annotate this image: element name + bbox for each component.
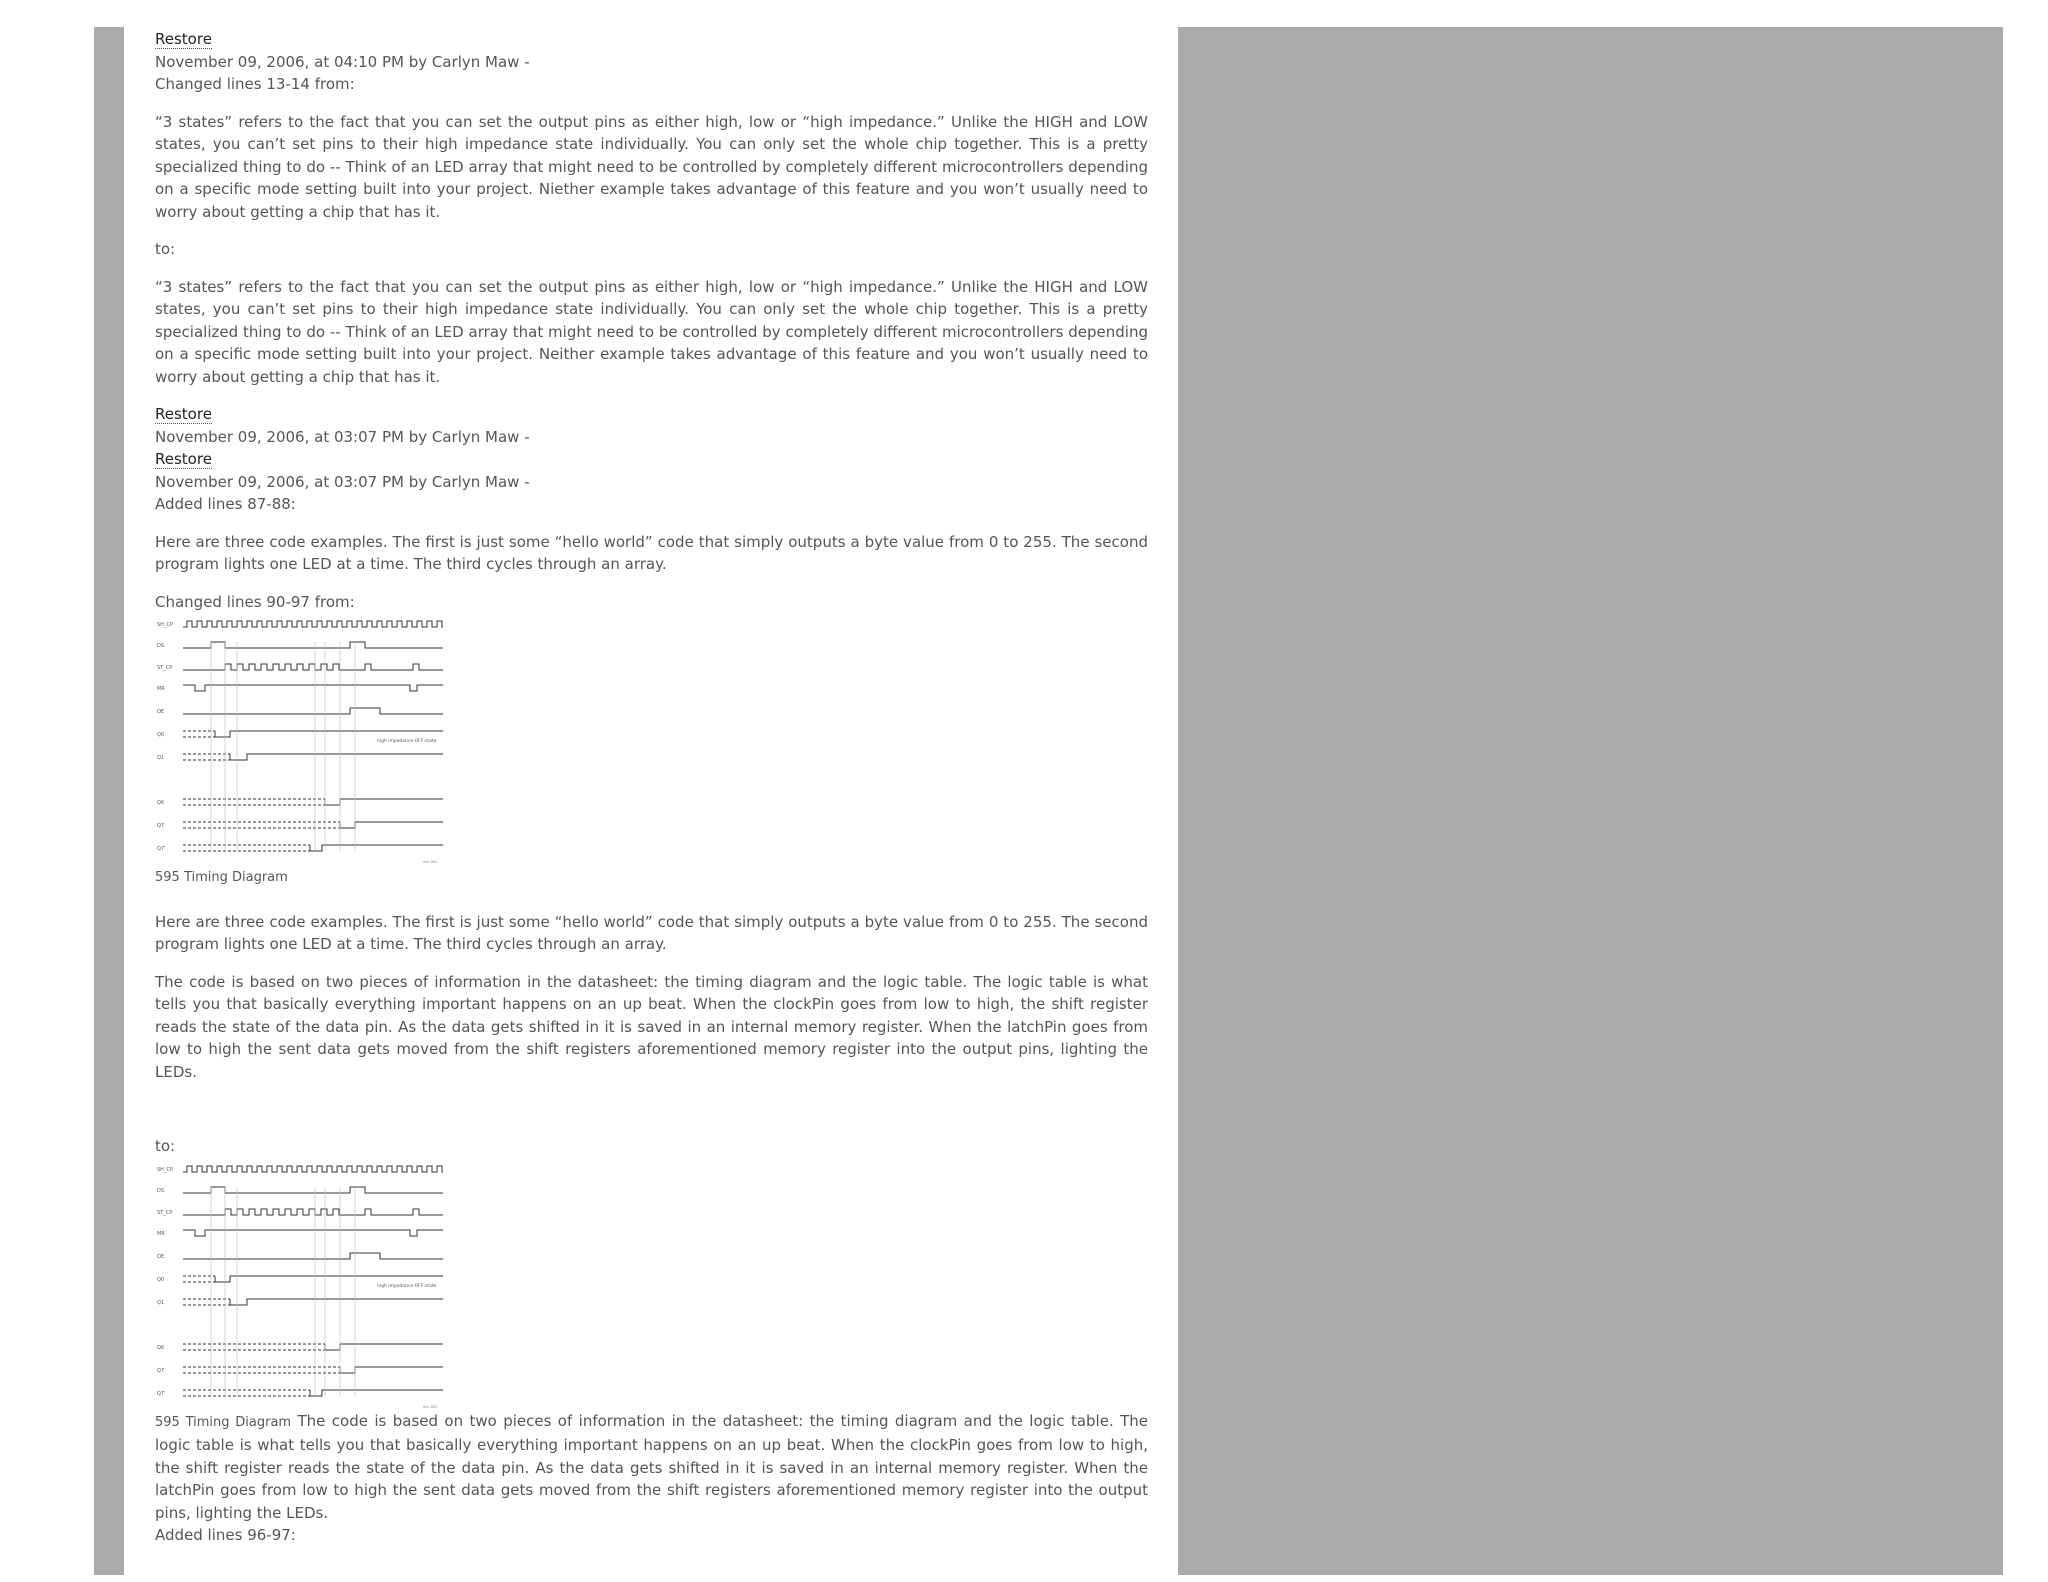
change-summary: Added lines 87-88: bbox=[155, 495, 296, 513]
right-side-panel bbox=[1178, 27, 2003, 1575]
left-sidebar-bar bbox=[94, 27, 124, 1575]
signal-label: OE bbox=[157, 709, 165, 715]
signal-label: ST_CP bbox=[157, 1209, 173, 1216]
signal-label: Q6 bbox=[157, 800, 165, 806]
signal-label: DS bbox=[157, 1187, 165, 1194]
signal-label: SH_CP bbox=[157, 622, 173, 628]
signal-label: Q0 bbox=[157, 732, 165, 738]
to-label: to: bbox=[155, 1137, 176, 1155]
diagram-caption: 595 Timing Diagram bbox=[155, 1414, 292, 1430]
restore-link[interactable]: Restore bbox=[155, 405, 212, 423]
diff-from-text: “3 states” refers to the fact that you can set the output pins as either high, low or “high impedance.” Unlike the HIGH and LOW states, you can’t set pins to their high impedance state individually. You can only set the whole chip together. This is a pretty specialized thing to do -- Think of an LED array that might need to be controlled by completely different microcontrollers depending on a specific mode setting built into your project. Niether example takes advantage of this feature and you won’t usually need to worry about getting a chip that has it. bbox=[155, 112, 1148, 221]
signal-label: Q1 bbox=[157, 1299, 165, 1306]
revision-meta: November 09, 2006, at 03:07 PM by Carlyn Maw - bbox=[155, 472, 530, 491]
signal-label: Q0 bbox=[157, 1276, 165, 1283]
signal-label: MR bbox=[157, 1230, 165, 1237]
change-summary: Added lines 96-97: bbox=[155, 1526, 296, 1544]
signal-label: Q6 bbox=[157, 1344, 165, 1351]
diff-from-text: Here are three code examples. The first is just some “hello world” code that simply outputs a byte value from 0 to 255. The second program lights one LED at a time. The third cycles through an array. bbox=[155, 912, 1148, 953]
diagram-annotation: high impedance OFF-state bbox=[377, 1283, 437, 1289]
signal-label: MR bbox=[157, 686, 165, 692]
timing-diagram-figure bbox=[155, 1160, 1148, 1525]
figure-id: mlc-001 bbox=[423, 1404, 438, 1409]
signal-label: ST_CP bbox=[157, 665, 173, 671]
signal-label: Q7' bbox=[157, 1390, 166, 1397]
diagram-caption: 595 Timing Diagram bbox=[155, 870, 288, 885]
diff-to-text: The code is based on two pieces of information in the datasheet: the timing diagram and the logic table. The logic table is what tells you that basically everything important happens on an up beat. When the clockPin goes from low to high, the shift register reads the state of the data pin. As the data gets shifted in it is saved in an internal memory register. When the latchPin goes from low to high the sent data gets moved from the shift registers aforementioned memory register into the output pins, lighting the LEDs. bbox=[155, 1411, 1149, 1522]
signal-label: SH_CP bbox=[157, 1166, 173, 1173]
diagram-annotation: high impedance OFF-state bbox=[377, 739, 437, 744]
timing-diagram-figure bbox=[155, 615, 1148, 890]
figure-id: mlc-001 bbox=[423, 860, 438, 864]
revision-meta: November 09, 2006, at 04:10 PM by Carlyn Maw - bbox=[155, 52, 530, 71]
restore-link[interactable]: Restore bbox=[155, 450, 212, 468]
diff-added-text: Here are three code examples. The first is just some “hello world” code that simply outputs a byte value from 0 to 255. The second program lights one LED at a time. The third cycles through an array. bbox=[155, 532, 1148, 573]
diff-from-text: The code is based on two pieces of information in the datasheet: the timing diagram and the logic table. The logic table is what tells you that basically everything important happens on an up beat. When the clockPin goes from low to high, the shift register reads the state of the data pin. As the data gets shifted in it is saved in an internal memory register. When the latchPin goes from low to high the sent data gets moved from the shift registers aforementioned memory register into the output pins, lighting the LEDs. bbox=[155, 972, 1148, 1081]
signal-label: Q7' bbox=[157, 846, 166, 852]
signal-label: Q7 bbox=[157, 823, 165, 829]
signal-label: OE bbox=[157, 1253, 165, 1260]
diff-to-text: “3 states” refers to the fact that you can set the output pins as either high, low or “high impedance.” Unlike the HIGH and LOW states, you can’t set pins to their high impedance state individually. You can only set the whole chip together. This is a pretty specialized thing to do -- Think of an LED array that might need to be controlled by completely different microcontrollers depending on a specific mode setting built into your project. Neither example takes advantage of this feature and you won’t usually need to worry about getting a chip that has it. bbox=[155, 277, 1148, 386]
timing-diagram-image bbox=[155, 615, 445, 865]
revision-meta: November 09, 2006, at 03:07 PM by Carlyn Maw - bbox=[155, 427, 530, 446]
signal-label: DS bbox=[157, 643, 165, 649]
revision-history-content bbox=[155, 28, 1148, 1547]
restore-link[interactable]: Restore bbox=[155, 30, 212, 48]
timing-diagram-image bbox=[155, 1160, 445, 1410]
change-summary: Changed lines 13-14 from: bbox=[155, 75, 355, 93]
signal-label: Q7 bbox=[157, 1367, 165, 1374]
to-label: to: bbox=[155, 240, 176, 258]
signal-label: Q1 bbox=[157, 755, 165, 761]
change-summary: Changed lines 90-97 from: bbox=[155, 592, 355, 611]
